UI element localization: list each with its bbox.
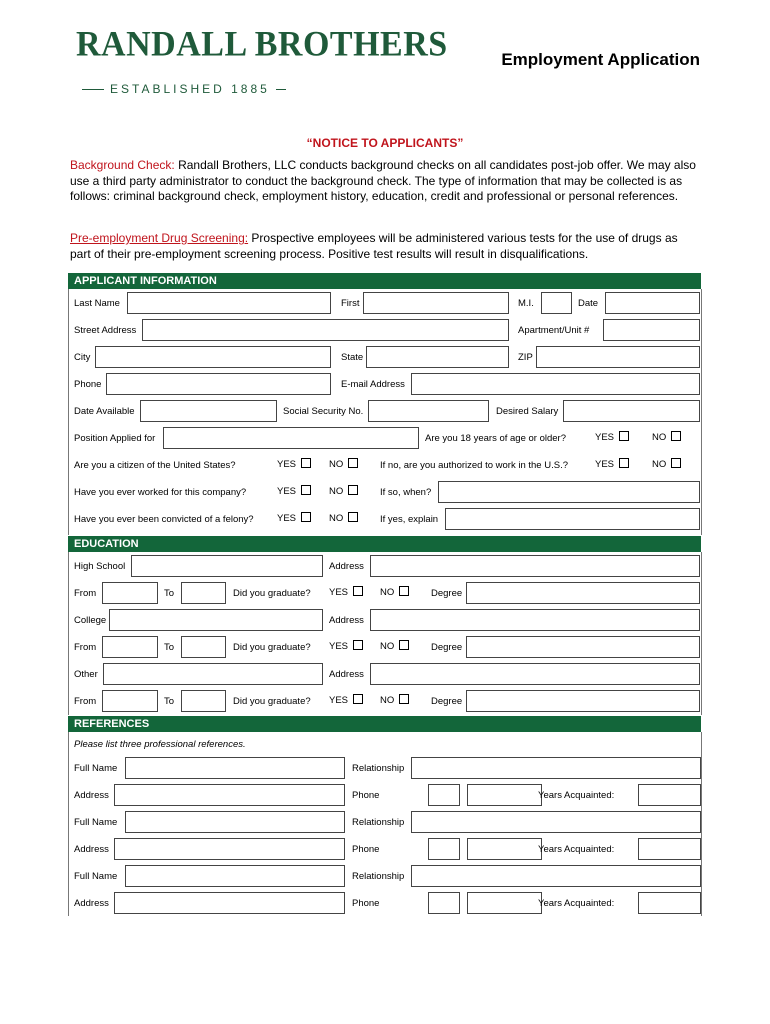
if-so-when-field[interactable]	[438, 481, 700, 503]
age-yes-option[interactable]	[595, 431, 629, 443]
felony-explain-field[interactable]	[445, 508, 700, 530]
hs-no-checkbox[interactable]	[399, 586, 409, 596]
felony-no-option[interactable]	[329, 512, 358, 524]
phone-field[interactable]	[106, 373, 331, 395]
citizen-question: Are you a citizen of the United States?	[74, 460, 236, 471]
hs-yes-label: YES	[329, 587, 349, 598]
citizen-yes-label: YES	[277, 459, 297, 470]
other-from-label: From	[74, 696, 97, 707]
desired-salary-label: Desired Salary	[496, 406, 559, 417]
state-label: State	[341, 352, 364, 363]
city-label: City	[74, 352, 91, 363]
other-graduate-question: Did you graduate?	[233, 696, 311, 707]
date-available-field[interactable]	[140, 400, 277, 422]
authorized-no-label: NO	[652, 459, 667, 470]
worked-yes-option[interactable]	[277, 485, 311, 497]
drug-screening-text: Prospective employees will be administered various tests for the use of drugs as part of their pre-employment screening process. Positive test results will result in disqualifications.	[70, 231, 678, 261]
ref1-years-label: Years Acquainted:	[538, 790, 615, 801]
authorized-no-checkbox[interactable]	[671, 458, 681, 468]
email-field[interactable]	[411, 373, 700, 395]
college-yes-option[interactable]	[329, 640, 363, 652]
ref2-address-field[interactable]	[114, 838, 345, 860]
other-degree-label: Degree	[431, 696, 463, 707]
ssn-label: Social Security No.	[283, 406, 364, 417]
hs-yes-option[interactable]	[329, 586, 363, 598]
citizen-no-checkbox[interactable]	[348, 458, 358, 468]
first-name-label: First	[341, 298, 360, 309]
other-yes-option[interactable]	[329, 694, 363, 706]
ref3-relationship-label: Relationship	[352, 871, 405, 882]
worked-yes-checkbox[interactable]	[301, 485, 311, 495]
college-degree-label: Degree	[431, 642, 463, 653]
applicant-info-header: APPLICANT INFORMATION	[68, 273, 701, 289]
other-no-label: NO	[380, 695, 395, 706]
age-yes-checkbox[interactable]	[619, 431, 629, 441]
ssn-field[interactable]	[368, 400, 489, 422]
ref1-phone-label: Phone	[352, 790, 380, 801]
ref3-relationship-field[interactable]	[411, 865, 701, 887]
authorized-no-option[interactable]	[652, 458, 681, 470]
college-field[interactable]	[109, 609, 323, 631]
college-yes-label: YES	[329, 641, 349, 652]
authorized-yes-option[interactable]	[595, 458, 629, 470]
other-school-field[interactable]	[103, 663, 323, 685]
other-degree-field[interactable]	[466, 690, 700, 712]
other-to-label: To	[164, 696, 175, 707]
citizen-no-label: NO	[329, 459, 344, 470]
references-section	[68, 732, 702, 916]
ref2-name-label: Full Name	[74, 817, 118, 828]
last-name-label: Last Name	[74, 298, 120, 309]
ref2-relationship-label: Relationship	[352, 817, 405, 828]
citizen-yes-option[interactable]	[277, 458, 311, 470]
college-to-field[interactable]	[181, 636, 226, 658]
college-no-checkbox[interactable]	[399, 640, 409, 650]
page-title: Employment Application	[501, 50, 700, 69]
felony-question: Have you ever been convicted of a felony?	[74, 514, 254, 525]
date-field[interactable]	[605, 292, 700, 314]
other-yes-checkbox[interactable]	[353, 694, 363, 704]
college-label: College	[74, 615, 107, 626]
age-question: Are you 18 years of age or older?	[425, 433, 567, 444]
ref1-relationship-field[interactable]	[411, 757, 701, 779]
notice-heading: “NOTICE TO APPLICANTS”	[306, 136, 464, 150]
if-so-label: If so, when?	[380, 487, 432, 498]
other-yes-label: YES	[329, 695, 349, 706]
age-yes-label: YES	[595, 432, 615, 443]
references-header: REFERENCES	[68, 716, 701, 732]
age-no-label: NO	[652, 432, 667, 443]
desired-salary-field[interactable]	[563, 400, 700, 422]
company-logo: RANDALL BROTHERS	[76, 25, 448, 64]
date-label: Date	[578, 298, 599, 309]
college-from-field[interactable]	[102, 636, 158, 658]
background-check-paragraph	[70, 158, 700, 205]
hs-degree-label: Degree	[431, 588, 463, 599]
background-check-text: Randall Brothers, LLC conducts background checks on all candidates post-job offer. We may also use a third party administrator to conduct the background check. The type of information that may be collected is as follows: criminal background check, employment history, education, credit and professional or personal references.	[70, 158, 696, 203]
hs-no-option[interactable]	[380, 586, 409, 598]
hs-no-label: NO	[380, 587, 395, 598]
mi-field[interactable]	[541, 292, 572, 314]
ref3-name-field[interactable]	[125, 865, 345, 887]
street-address-label: Street Address	[74, 325, 137, 336]
worked-question: Have you ever worked for this company?	[74, 487, 247, 498]
ref1-relationship-label: Relationship	[352, 763, 405, 774]
ref3-address-label: Address	[74, 898, 109, 909]
worked-no-option[interactable]	[329, 485, 358, 497]
applicant-info-section	[68, 289, 702, 535]
college-address-label: Address	[329, 615, 364, 626]
felony-no-label: NO	[329, 513, 344, 524]
citizen-no-option[interactable]	[329, 458, 358, 470]
worked-yes-label: YES	[277, 486, 297, 497]
other-no-option[interactable]	[380, 694, 409, 706]
hs-yes-checkbox[interactable]	[353, 586, 363, 596]
age-no-option[interactable]	[652, 431, 681, 443]
ref2-years-label: Years Acquainted:	[538, 844, 615, 855]
ref3-address-field[interactable]	[114, 892, 345, 914]
first-name-field[interactable]	[363, 292, 509, 314]
drug-screening-label: Pre-employment Drug Screening:	[70, 231, 249, 245]
ref1-phone-field[interactable]	[467, 784, 542, 806]
hs-to-field[interactable]	[181, 582, 226, 604]
zip-field[interactable]	[536, 346, 700, 368]
ref2-relationship-field[interactable]	[411, 811, 701, 833]
other-no-checkbox[interactable]	[399, 694, 409, 704]
college-no-option[interactable]	[380, 640, 409, 652]
ref3-name-label: Full Name	[74, 871, 118, 882]
college-degree-field[interactable]	[466, 636, 700, 658]
date-available-label: Date Available	[74, 406, 135, 417]
high-school-label: High School	[74, 561, 126, 572]
worked-no-label: NO	[329, 486, 344, 497]
ref1-name-label: Full Name	[74, 763, 118, 774]
college-to-label: To	[164, 642, 175, 653]
college-no-label: NO	[380, 641, 395, 652]
ref3-phone-label: Phone	[352, 898, 380, 909]
ref2-phone-field[interactable]	[467, 838, 542, 860]
ref1-address-field[interactable]	[114, 784, 345, 806]
other-from-field[interactable]	[102, 690, 158, 712]
authorized-question: If no, are you authorized to work in the U.S.?	[380, 460, 568, 471]
citizen-yes-checkbox[interactable]	[301, 458, 311, 468]
high-school-field[interactable]	[131, 555, 323, 577]
hs-degree-field[interactable]	[466, 582, 700, 604]
high-school-address-label: Address	[329, 561, 364, 572]
ref2-area-code-field[interactable]	[428, 838, 460, 860]
high-school-address-field[interactable]	[370, 555, 700, 577]
street-address-field[interactable]	[142, 319, 509, 341]
drug-screening-paragraph	[70, 231, 700, 262]
ref2-address-label: Address	[74, 844, 109, 855]
state-field[interactable]	[366, 346, 509, 368]
college-address-field[interactable]	[370, 609, 700, 631]
other-to-field[interactable]	[181, 690, 226, 712]
college-from-label: From	[74, 642, 97, 653]
ref3-years-field[interactable]	[638, 892, 701, 914]
email-label: E-mail Address	[341, 379, 405, 390]
felony-yes-label: YES	[277, 513, 297, 524]
position-label: Position Applied for	[74, 433, 156, 444]
apartment-field[interactable]	[603, 319, 700, 341]
if-yes-label: If yes, explain	[380, 514, 439, 525]
ref2-phone-label: Phone	[352, 844, 380, 855]
ref3-phone-field[interactable]	[467, 892, 542, 914]
last-name-field[interactable]	[127, 292, 331, 314]
hs-graduate-question: Did you graduate?	[233, 588, 311, 599]
authorized-yes-label: YES	[595, 459, 615, 470]
ref2-name-field[interactable]	[125, 811, 345, 833]
authorized-yes-checkbox[interactable]	[619, 458, 629, 468]
ref3-years-label: Years Acquainted:	[538, 898, 615, 909]
education-section	[68, 552, 702, 715]
ref2-years-field[interactable]	[638, 838, 701, 860]
worked-no-checkbox[interactable]	[348, 485, 358, 495]
other-address-field[interactable]	[370, 663, 700, 685]
zip-label: ZIP	[518, 352, 533, 363]
hs-from-field[interactable]	[102, 582, 158, 604]
age-no-checkbox[interactable]	[671, 431, 681, 441]
mi-label: M.I.	[518, 298, 534, 309]
hs-to-label: To	[164, 588, 175, 599]
education-header: EDUCATION	[68, 536, 701, 552]
other-address-label: Address	[329, 669, 364, 680]
position-field[interactable]	[163, 427, 419, 449]
phone-label: Phone	[74, 379, 102, 390]
other-school-label: Other	[74, 669, 98, 680]
ref1-years-field[interactable]	[638, 784, 701, 806]
background-check-label: Background Check:	[70, 158, 175, 172]
city-field[interactable]	[95, 346, 331, 368]
felony-yes-checkbox[interactable]	[301, 512, 311, 522]
references-instructions: Please list three professional references.	[74, 739, 246, 750]
college-graduate-question: Did you graduate?	[233, 642, 311, 653]
ref1-name-field[interactable]	[125, 757, 345, 779]
felony-yes-option[interactable]	[277, 512, 311, 524]
felony-no-checkbox[interactable]	[348, 512, 358, 522]
ref1-address-label: Address	[74, 790, 109, 801]
college-yes-checkbox[interactable]	[353, 640, 363, 650]
apartment-label: Apartment/Unit #	[518, 325, 590, 336]
logo-established: ESTABLISHED 1885	[82, 82, 286, 96]
ref1-area-code-field[interactable]	[428, 784, 460, 806]
hs-from-label: From	[74, 588, 97, 599]
ref3-area-code-field[interactable]	[428, 892, 460, 914]
